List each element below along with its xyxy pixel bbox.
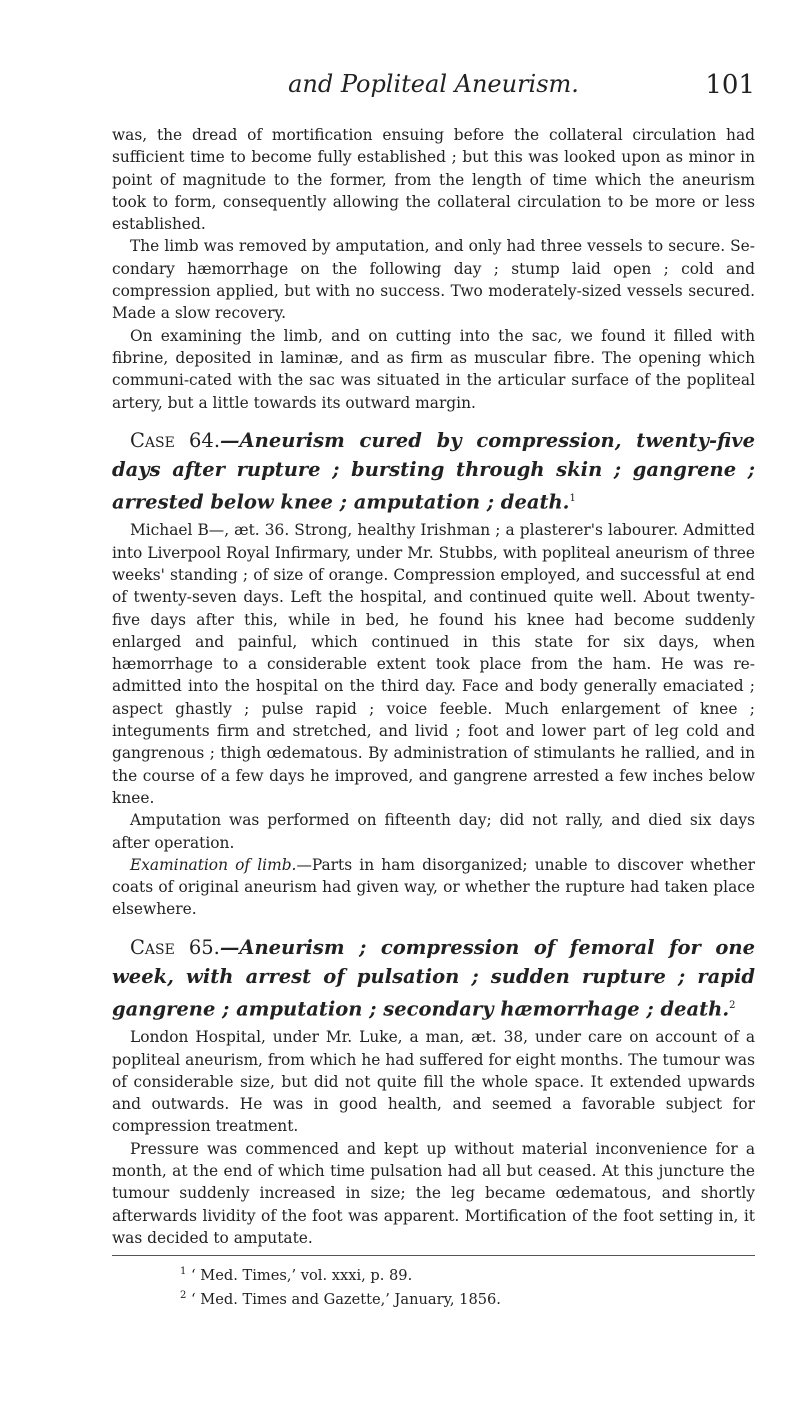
footnote-text: ‘ Med. Times,’ vol. xxxi, p. 89. <box>191 1267 413 1285</box>
page-number: 101 <box>705 70 755 100</box>
case-64-examination <box>112 854 755 921</box>
footnote-2 <box>112 1286 755 1310</box>
paragraph-amputation: The limb was removed by amputation, and only had three vessels to secure. Se-condary hæmorrhage on the following day ; stump laid open ; cold and compression applied, but with no success. Two moderately-sized vessels secured. Made a slow recovery. <box>112 237 755 323</box>
footnote-1 <box>112 1262 755 1286</box>
footnote-text: ‘ Med. Times and Gazette,’ January, 1856. <box>191 1290 501 1308</box>
paragraph-examination: On examining the limb, and on cutting into the sac, we found it filled with fibrine, deposited in laminæ, and as firm as muscular fibre. The opening which communi-cated with the sac was situated in the articular surface of the popliteal artery, but a little towards its outward margin. <box>112 326 755 412</box>
footnote-marker: 1 <box>180 1266 187 1278</box>
case-64-outcome: Amputation was performed on fifteenth day; did not rally, and died six days after operation. <box>112 811 755 852</box>
case-64-history: Michael B—, æt. 36. Strong, healthy Irishman ; a plasterer's labourer. Admitted into Liverpool Royal Infirmary, under Mr. Stubbs, with popliteal aneurism of three weeks' standing ; of size of orange. Compression employed, and successful at end of twenty-seven days. Left the hospital, and continued quite well. About twenty-five days after this, while in bed, he found his knee had become suddenly enlarged and painful, which continued in this state for six days, when hæmorrhage to a considerable extent took place from the ham. He was re-admitted into the hospital on the third day. Face and body generally emaciated ; aspect ghastly ; pulse rapid ; voice feeble. Much enlargement of knee ; integuments firm and stretched, and livid ; foot and lower part of leg cold and gangrenous ; thigh œdematous. By administration of stimulants he rallied, and in the course of a few days he improved, and gangrene arrested a few inches below knee. <box>112 521 755 807</box>
paragraph-continuation: was, the dread of mortification ensuing before the collateral circulation had sufficient time to become fully established ; but this was looked upon as minor in point of magnitude to the former, from the length of time which the aneurism took to form, consequently allowing the collateral circulation to be more or less established. <box>112 126 755 234</box>
footnote-ref-2: 2 <box>729 999 736 1011</box>
examination-label: Examination of limb. <box>130 855 297 874</box>
case-65-label: Case 65. <box>130 935 220 959</box>
case-64-heading <box>112 426 755 517</box>
footnote-ref-1: 1 <box>569 492 576 504</box>
case-65-heading <box>112 933 755 1024</box>
examination-text: —Parts in ham disorganized; unable to discover whether coats of original aneurism had given way, or whether the rupture had taken place elsewhere. <box>112 855 755 919</box>
case-65-course: Pressure was commenced and kept up without material inconvenience for a month, at the end of which time pulsation had all but ceased. At this juncture the tumour suddenly increased in size; the leg became œdematous, and shortly afterwards lividity of the foot was apparent. Mortification of the foot setting in, it was decided to amputate. <box>112 1139 755 1247</box>
case-65-history: London Hospital, under Mr. Luke, a man, æt. 38, under care on account of a popliteal aneurism, from which he had suffered for eight months. The tumour was of considerable size, but did not quite fill the whole space. It extended upwards and outwards. He was in good health, and seemed a favorable subject for compression treatment. <box>112 1028 755 1136</box>
case-65-title: —Aneurism ; compression of femoral for one week, with arrest of pulsation ; sudden rupture ; rapid gangrene ; amputation ; secondary hæmorrhage ; death. <box>112 935 755 1021</box>
running-title: and Popliteal Aneurism. <box>288 70 579 98</box>
footnote-marker: 2 <box>180 1290 187 1302</box>
footnote-divider <box>112 1255 755 1256</box>
page-header <box>112 70 755 110</box>
case-64-title: —Aneurism cured by compression, twenty-five days after rupture ; bursting through skin ; gangrene ; arrested below knee ; amputation ; death. <box>112 428 755 514</box>
case-64-label: Case 64. <box>130 428 221 452</box>
page-body <box>112 124 755 1310</box>
